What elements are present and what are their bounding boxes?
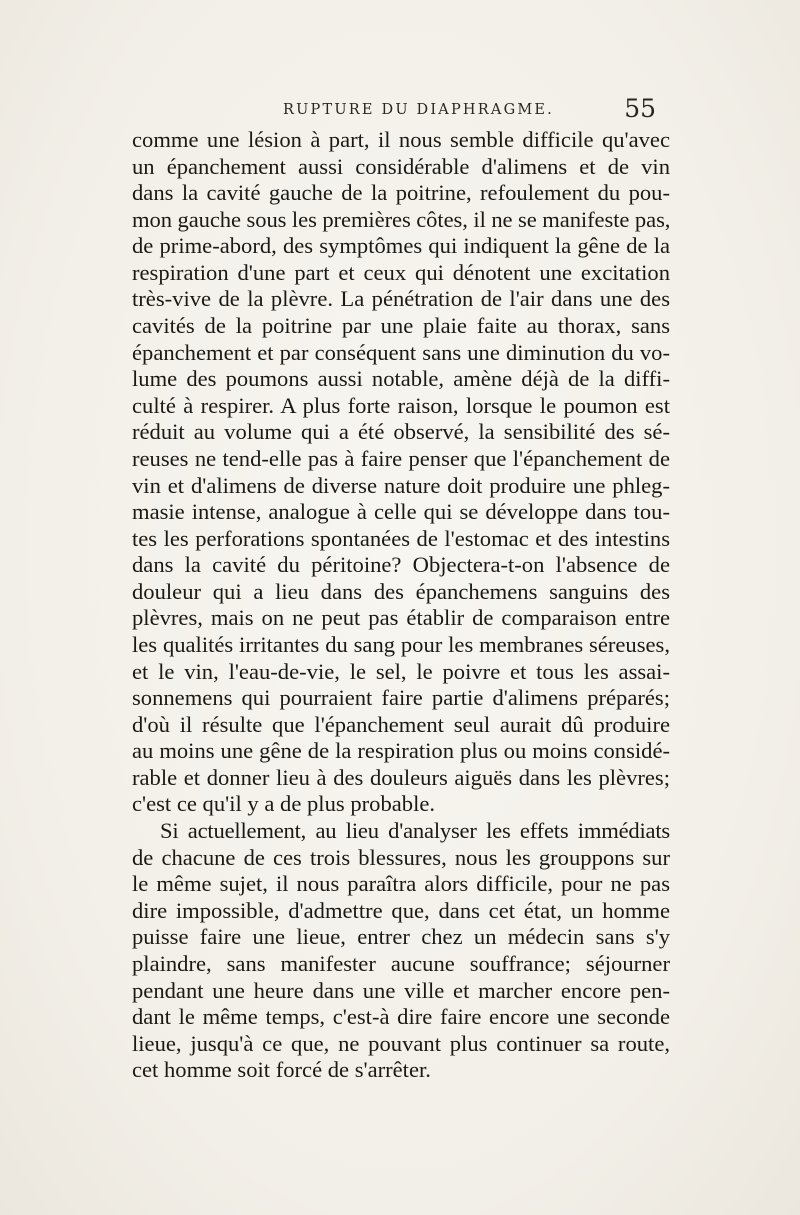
text-line: de prime-abord, des symptômes qui indiquent la gêne de la xyxy=(132,233,670,259)
text-line: au moins une gêne de la respiration plus ou moins considé- xyxy=(132,738,670,764)
text-line: reuses ne tend-elle pas à faire penser que l'épanchement de xyxy=(132,445,670,471)
text-line: un épanchement aussi considérable d'alimens et de vin xyxy=(132,153,670,179)
page-number: 55 xyxy=(624,94,656,123)
text-line: pendant une heure dans une ville et marcher encore pen- xyxy=(132,977,670,1003)
paragraph-1 xyxy=(132,127,670,818)
text-line: cavités de la poitrine par une plaie faite au thorax, sans xyxy=(132,313,670,339)
body-text xyxy=(132,127,670,1084)
text-line: comme une lésion à part, il nous semble difficile qu'avec xyxy=(132,127,670,152)
text-line: dire impossible, d'admettre que, dans cet état, un homme xyxy=(132,897,670,923)
text-line: c'est ce qu'il y a de plus probable. xyxy=(132,791,436,817)
running-head: RUPTURE DU DIAPHRAGME. xyxy=(283,102,554,118)
text-line: tes les perforations spontanées de l'estomac et des intestins xyxy=(132,525,670,551)
text-line: plèvres, mais on ne peut pas établir de comparaison entre xyxy=(132,605,670,631)
text-line: rable et donner lieu à des douleurs aiguës dans les plèvres; xyxy=(132,764,670,790)
text-line: épanchement et par conséquent sans une diminution du vo- xyxy=(132,339,670,365)
text-line: et le vin, l'eau-de-vie, le sel, le poivre et tous les assai- xyxy=(132,658,670,684)
text-line: de chacune de ces trois blessures, nous les grouppons sur xyxy=(132,844,670,870)
text-line: réduit au volume qui a été observé, la sensibilité des sé- xyxy=(132,419,670,445)
text-line: lieue, jusqu'à ce que, ne pouvant plus continuer sa route, xyxy=(132,1030,670,1056)
text-line: les qualités irritantes du sang pour les membranes séreuses, xyxy=(132,631,670,657)
text-line: puisse faire une lieue, entrer chez un médecin sans s'y xyxy=(132,924,670,950)
text-line: respiration d'une part et ceux qui dénotent une excitation xyxy=(132,259,670,285)
text-line: très-vive de la plèvre. La pénétration de l'air dans une des xyxy=(132,286,670,312)
text-line: culté à respirer. A plus forte raison, lorsque le poumon est xyxy=(132,392,670,418)
text-line: mon gauche sous les premières côtes, il ne se manifeste pas, xyxy=(132,206,671,232)
text-line: dans la cavité gauche de la poitrine, refoulement du pou- xyxy=(132,180,670,206)
text-line: cet homme soit forcé de s'arrêter. xyxy=(132,1057,431,1083)
text-line: Si actuellement, au lieu d'analyser les effets immédiats xyxy=(160,818,670,844)
paragraph-2 xyxy=(132,818,670,1084)
text-line: douleur qui a lieu dans des épanchemens sanguins des xyxy=(132,578,670,604)
page-header xyxy=(133,94,658,128)
text-line: masie intense, analogue à celle qui se développe dans tou- xyxy=(132,499,670,525)
text-line: le même sujet, il nous paraîtra alors difficile, pour ne pas xyxy=(132,871,670,897)
text-line: sonnemens qui pourraient faire partie d'alimens préparés; xyxy=(132,685,670,711)
text-line: lume des poumons aussi notable, amène déjà de la diffi- xyxy=(132,366,670,392)
text-line: dant le même temps, c'est-à dire faire encore une seconde xyxy=(132,1004,670,1030)
text-line: d'où il résulte que l'épanchement seul aurait dû produire xyxy=(132,711,670,737)
text-line: dans la cavité du péritoine? Objectera-t-on l'absence de xyxy=(132,552,670,578)
text-line: plaindre, sans manifester aucune souffrance; séjourner xyxy=(132,950,670,976)
text-line: vin et d'alimens de diverse nature doit produire une phleg- xyxy=(132,472,670,498)
